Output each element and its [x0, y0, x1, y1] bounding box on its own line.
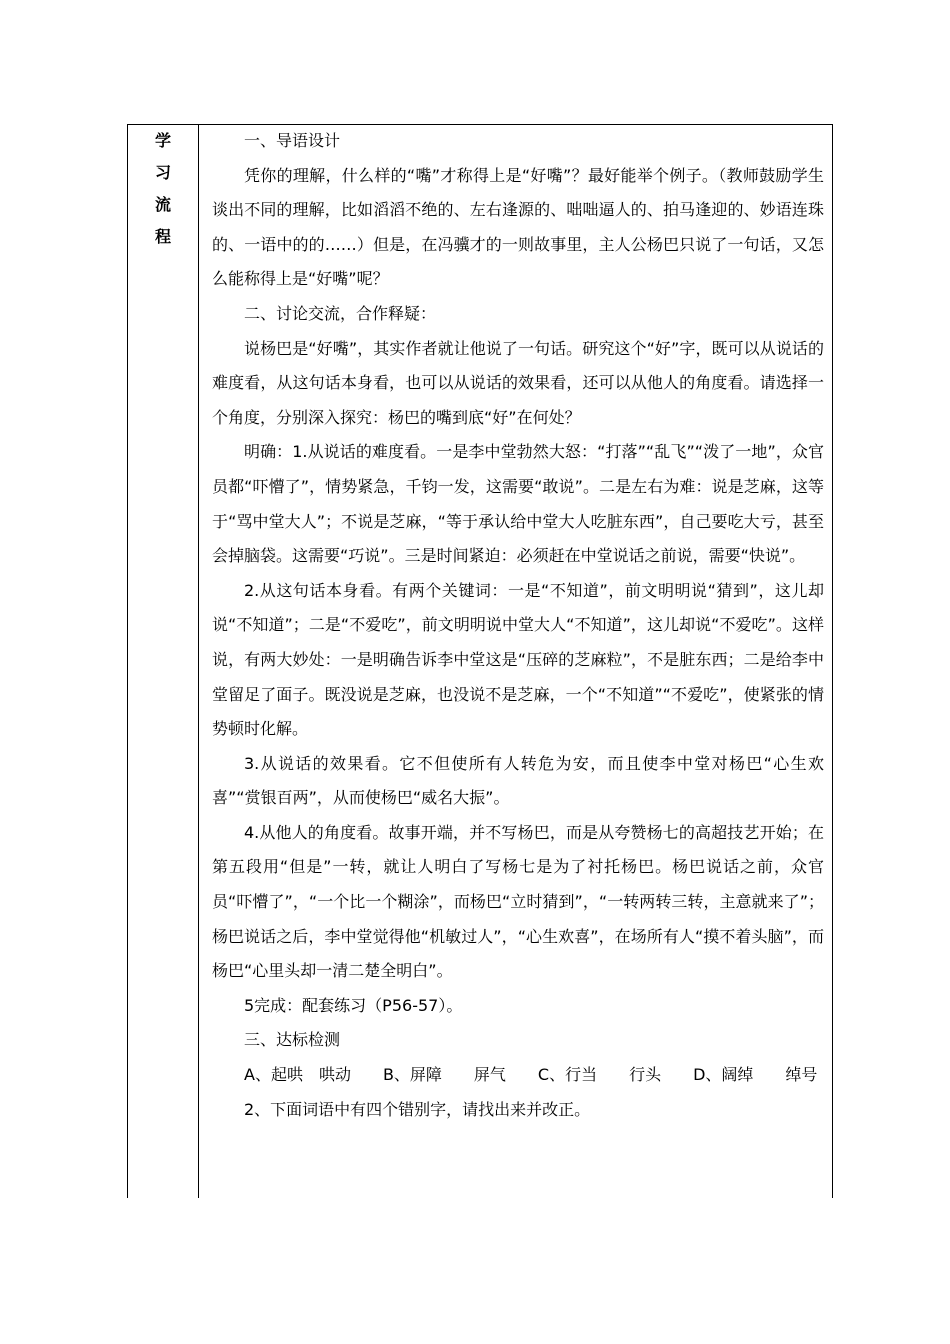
- side-label-char: 学: [154, 131, 171, 150]
- exercise-options: A、起哄 哄动 B、屏障 屏气 C、行当 行头 D、阔绰 绰号: [244, 1065, 818, 1085]
- lesson-content: [212, 124, 824, 1127]
- exercise-question: 2、下面词语中有四个错别字，请找出来并改正。: [244, 1099, 591, 1119]
- section-heading-discussion: 二、讨论交流，合作释疑：: [244, 303, 437, 323]
- paragraph: 明确：1.从说话的难度看。一是李中堂勃然大怒：“打落”“乱飞”“泼了一地”，众官员都“吓懵了”，情势紧急，千钧一发，这需要“敢说”。二是左右为难：说是芝麻，这等于“骂中堂大人”；不说是芝麻，“等于承认给中堂大人吃脏东西”，自己要吃大亏，甚至会掉脑袋。这需要“巧说”。三是时间紧迫：必须赶在中堂说话之前说，需要“快说”。: [212, 442, 824, 566]
- paragraph: 5完成：配套练习（P56-57）。: [244, 995, 463, 1015]
- paragraph: 4.从他人的角度看。故事开端，并不写杨巴，而是从夸赞杨七的高超技艺开始；在第五段用“但是”一转，就让人明白了写杨七是为了衬托杨巴。杨巴说话之前，众官员“吓懵了”，“一个比一个糊涂”，而杨巴“立时猜到”，“一转两转三转，主意就来了”；杨巴说话之后，李中堂觉得他“机敏过人”，“心生欢喜”，在场所有人“摸不着头脑”，而杨巴“心里头却一清二楚全明白”。: [212, 822, 824, 981]
- side-label-char: 程: [154, 227, 171, 246]
- table-right-border: [832, 124, 833, 1198]
- paragraph: 3.从说话的效果看。它不但使所有人转危为安，而且使李中堂对杨巴“心生欢喜”“赏银百两”，从而使杨巴“威名大振”。: [212, 753, 824, 808]
- paragraph: 凭你的理解，什么样的“嘴”才称得上是“好嘴”？最好能举个例子。（教师鼓励学生谈出不同的理解，比如滔滔不绝的、左右逢源的、咄咄逼人的、拍马逢迎的、妙语连珠的、一语中的的……）但是，在冯骥才的一则故事里，主人公杨巴只说了一句话，又怎么能称得上是“好嘴”呢？: [212, 165, 824, 289]
- side-label-char: 习: [154, 163, 171, 182]
- section-heading-intro: 一、导语设计: [244, 131, 341, 150]
- paragraph: 说杨巴是“好嘴”，其实作者就让他说了一句话。研究这个“好”字，既可以从说话的难度看，从这句话本身看，也可以从说话的效果看，还可以从他人的角度看。请选择一个角度，分别深入探究：杨巴的嘴到底“好”在何处？: [212, 338, 824, 427]
- table-left-border: [127, 124, 128, 1198]
- paragraph: 2.从这句话本身看。有两个关键词：一是“不知道”，前文明明说“猜到”，这儿却说“不知道”；二是“不爱吃”，前文明明说中堂大人“不知道”，这儿却说“不爱吃”。这样说，有两大妙处：一是明确告诉李中堂这是“压碎的芝麻粒”，不是脏东西；二是给李中堂留足了面子。既没说是芝麻，也没说不是芝麻，一个“不知道”“不爱吃”，使紧张的情势顿时化解。: [212, 580, 824, 739]
- side-label-char: 流: [154, 195, 171, 214]
- table-column-divider: [198, 124, 199, 1198]
- lesson-table: [127, 124, 833, 1198]
- side-label: [128, 125, 198, 253]
- section-heading-test: 三、达标检测: [244, 1030, 341, 1050]
